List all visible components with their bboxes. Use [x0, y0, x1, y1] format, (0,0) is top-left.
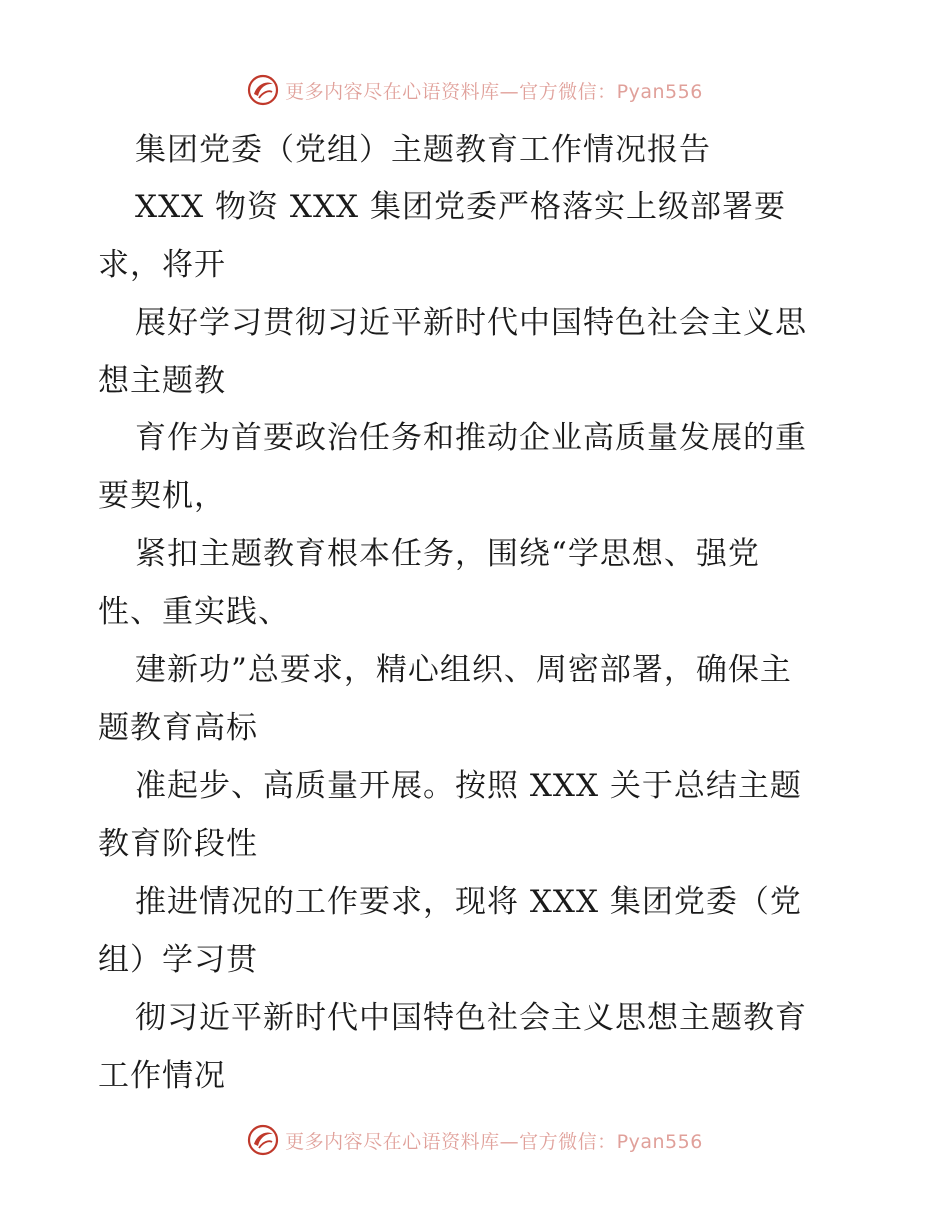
- header-watermark: [0, 70, 950, 110]
- paragraph-line: 题教育高标: [98, 710, 258, 746]
- paragraph-line: 育作为首要政治任务和推动企业高质量发展的重: [135, 420, 807, 456]
- red-swirl-logo-icon: [247, 1124, 279, 1156]
- paragraph-line: 要契机，: [98, 478, 226, 514]
- paragraph-line: 推进情况的工作要求，现将 XXX 集团党委（党: [135, 884, 802, 920]
- paragraph-line: XXX 物资 XXX 集团党委严格落实上级部署要: [135, 189, 786, 225]
- paragraph-line: 展好学习贯彻习近平新时代中国特色社会主义思: [135, 305, 807, 341]
- paragraph-line: 彻习近平新时代中国特色社会主义思想主题教育: [135, 1000, 807, 1036]
- red-swirl-logo-icon: [247, 74, 279, 106]
- document-title: 集团党委（党组）主题教育工作情况报告: [135, 132, 711, 168]
- paragraph-line: 建新功”总要求，精心组织、周密部署，确保主: [135, 652, 792, 688]
- paragraph-line: 组）学习贯: [98, 942, 258, 978]
- watermark-text: 更多内容尽在心语资料库—官方微信：Pyan556: [285, 80, 703, 103]
- paragraph-line: 工作情况: [98, 1058, 226, 1094]
- watermark-text: 更多内容尽在心语资料库—官方微信：Pyan556: [285, 1130, 703, 1153]
- paragraph-line: 性、重实践、: [98, 594, 290, 630]
- paragraph-line: 想主题教: [98, 363, 226, 399]
- paragraph-line: 求，将开: [98, 247, 226, 283]
- footer-watermark: [0, 1120, 950, 1160]
- paragraph-line: 教育阶段性: [98, 826, 258, 862]
- paragraph-line: 准起步、高质量开展。按照 XXX 关于总结主题: [135, 768, 802, 804]
- paragraph-line: 紧扣主题教育根本任务，围绕“学思想、强党: [135, 536, 760, 572]
